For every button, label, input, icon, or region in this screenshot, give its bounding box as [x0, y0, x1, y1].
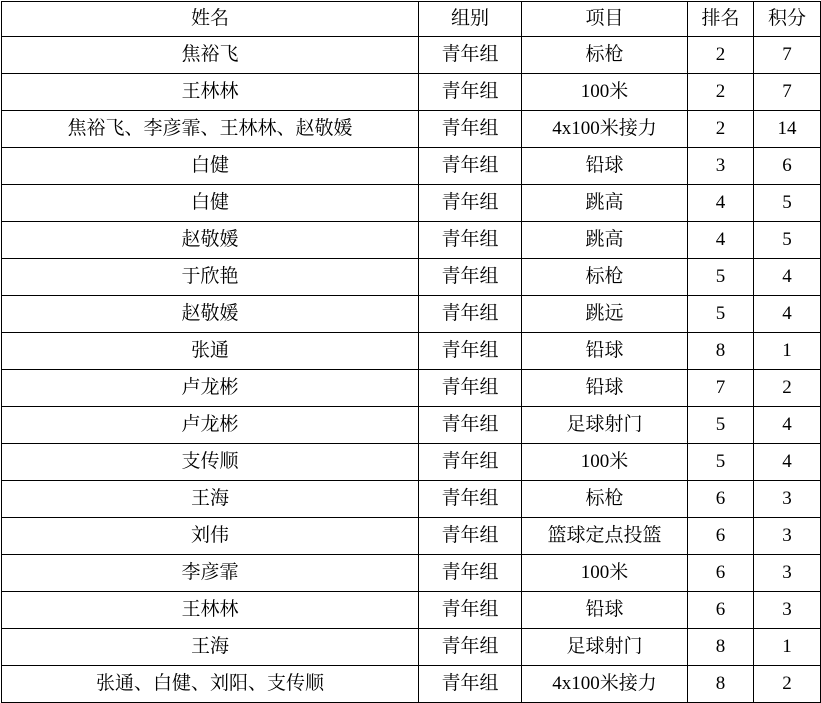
- table-row: [2, 259, 821, 296]
- table-row: [2, 333, 821, 370]
- cell-name: 焦裕飞: [2, 37, 419, 74]
- cell-group: 青年组: [419, 222, 522, 259]
- cell-name: 于欣艳: [2, 259, 419, 296]
- cell-event: 铅球: [522, 333, 688, 370]
- cell-score: 7: [754, 37, 821, 74]
- cell-score: 2: [754, 370, 821, 407]
- cell-rank: 7: [688, 370, 754, 407]
- cell-score: 4: [754, 444, 821, 481]
- cell-group: 青年组: [419, 37, 522, 74]
- table-row: [2, 222, 821, 259]
- cell-event: 跳远: [522, 296, 688, 333]
- cell-group: 青年组: [419, 74, 522, 111]
- table-row: [2, 74, 821, 111]
- cell-event: 跳高: [522, 185, 688, 222]
- cell-score: 6: [754, 148, 821, 185]
- cell-name: 李彦霏: [2, 555, 419, 592]
- cell-name: 王林林: [2, 74, 419, 111]
- cell-event: 足球射门: [522, 629, 688, 666]
- cell-score: 14: [754, 111, 821, 148]
- cell-rank: 3: [688, 148, 754, 185]
- table-row: [2, 148, 821, 185]
- cell-group: 青年组: [419, 592, 522, 629]
- cell-name: 王海: [2, 629, 419, 666]
- cell-rank: 5: [688, 259, 754, 296]
- table-row: [2, 444, 821, 481]
- cell-group: 青年组: [419, 148, 522, 185]
- cell-rank: 4: [688, 222, 754, 259]
- cell-rank: 8: [688, 333, 754, 370]
- cell-rank: 2: [688, 37, 754, 74]
- table-row: [2, 481, 821, 518]
- cell-score: 4: [754, 259, 821, 296]
- cell-group: 青年组: [419, 111, 522, 148]
- cell-event: 铅球: [522, 148, 688, 185]
- cell-event: 100米: [522, 444, 688, 481]
- cell-rank: 6: [688, 555, 754, 592]
- cell-name: 张通: [2, 333, 419, 370]
- cell-score: 5: [754, 185, 821, 222]
- cell-rank: 8: [688, 629, 754, 666]
- cell-event: 4x100米接力: [522, 666, 688, 703]
- cell-score: 1: [754, 333, 821, 370]
- cell-rank: 5: [688, 296, 754, 333]
- column-header-score: 积分: [754, 2, 821, 37]
- cell-rank: 4: [688, 185, 754, 222]
- cell-name: 王林林: [2, 592, 419, 629]
- cell-score: 3: [754, 518, 821, 555]
- cell-group: 青年组: [419, 481, 522, 518]
- cell-name: 刘伟: [2, 518, 419, 555]
- cell-score: 3: [754, 555, 821, 592]
- cell-name: 卢龙彬: [2, 370, 419, 407]
- cell-group: 青年组: [419, 259, 522, 296]
- table-row: [2, 370, 821, 407]
- cell-group: 青年组: [419, 666, 522, 703]
- cell-event: 足球射门: [522, 407, 688, 444]
- table-row: [2, 555, 821, 592]
- cell-rank: 6: [688, 518, 754, 555]
- cell-event: 100米: [522, 74, 688, 111]
- table-row: [2, 185, 821, 222]
- results-table: [1, 1, 821, 703]
- cell-score: 3: [754, 481, 821, 518]
- cell-name: 白健: [2, 185, 419, 222]
- cell-name: 赵敬媛: [2, 296, 419, 333]
- cell-name: 王海: [2, 481, 419, 518]
- cell-event: 标枪: [522, 37, 688, 74]
- cell-group: 青年组: [419, 296, 522, 333]
- table-row: [2, 111, 821, 148]
- cell-event: 4x100米接力: [522, 111, 688, 148]
- table-row: [2, 37, 821, 74]
- cell-group: 青年组: [419, 185, 522, 222]
- cell-rank: 5: [688, 444, 754, 481]
- cell-name: 焦裕飞、李彦霏、王林林、赵敬媛: [2, 111, 419, 148]
- cell-name: 赵敬媛: [2, 222, 419, 259]
- cell-event: 100米: [522, 555, 688, 592]
- cell-rank: 6: [688, 481, 754, 518]
- document-page: [0, 1, 821, 695]
- cell-score: 2: [754, 666, 821, 703]
- column-header-event: 项目: [522, 2, 688, 37]
- cell-group: 青年组: [419, 407, 522, 444]
- cell-group: 青年组: [419, 444, 522, 481]
- table-row: [2, 629, 821, 666]
- cell-group: 青年组: [419, 518, 522, 555]
- table-row: [2, 518, 821, 555]
- cell-event: 铅球: [522, 370, 688, 407]
- cell-rank: 2: [688, 111, 754, 148]
- table-row: [2, 407, 821, 444]
- cell-group: 青年组: [419, 370, 522, 407]
- cell-name: 白健: [2, 148, 419, 185]
- cell-name: 张通、白健、刘阳、支传顺: [2, 666, 419, 703]
- cell-event: 篮球定点投篮: [522, 518, 688, 555]
- cell-event: 标枪: [522, 481, 688, 518]
- cell-score: 4: [754, 407, 821, 444]
- table-header-row: [2, 2, 821, 37]
- cell-group: 青年组: [419, 333, 522, 370]
- table-row: [2, 666, 821, 703]
- cell-rank: 6: [688, 592, 754, 629]
- cell-rank: 5: [688, 407, 754, 444]
- cell-score: 4: [754, 296, 821, 333]
- cell-score: 7: [754, 74, 821, 111]
- cell-score: 3: [754, 592, 821, 629]
- cell-rank: 2: [688, 74, 754, 111]
- cell-rank: 8: [688, 666, 754, 703]
- cell-name: 卢龙彬: [2, 407, 419, 444]
- column-header-group: 组别: [419, 2, 522, 37]
- cell-event: 铅球: [522, 592, 688, 629]
- cell-name: 支传顺: [2, 444, 419, 481]
- cell-event: 标枪: [522, 259, 688, 296]
- cell-group: 青年组: [419, 555, 522, 592]
- cell-score: 1: [754, 629, 821, 666]
- cell-score: 5: [754, 222, 821, 259]
- table-row: [2, 592, 821, 629]
- column-header-rank: 排名: [688, 2, 754, 37]
- column-header-name: 姓名: [2, 2, 419, 37]
- cell-event: 跳高: [522, 222, 688, 259]
- cell-group: 青年组: [419, 629, 522, 666]
- table-row: [2, 296, 821, 333]
